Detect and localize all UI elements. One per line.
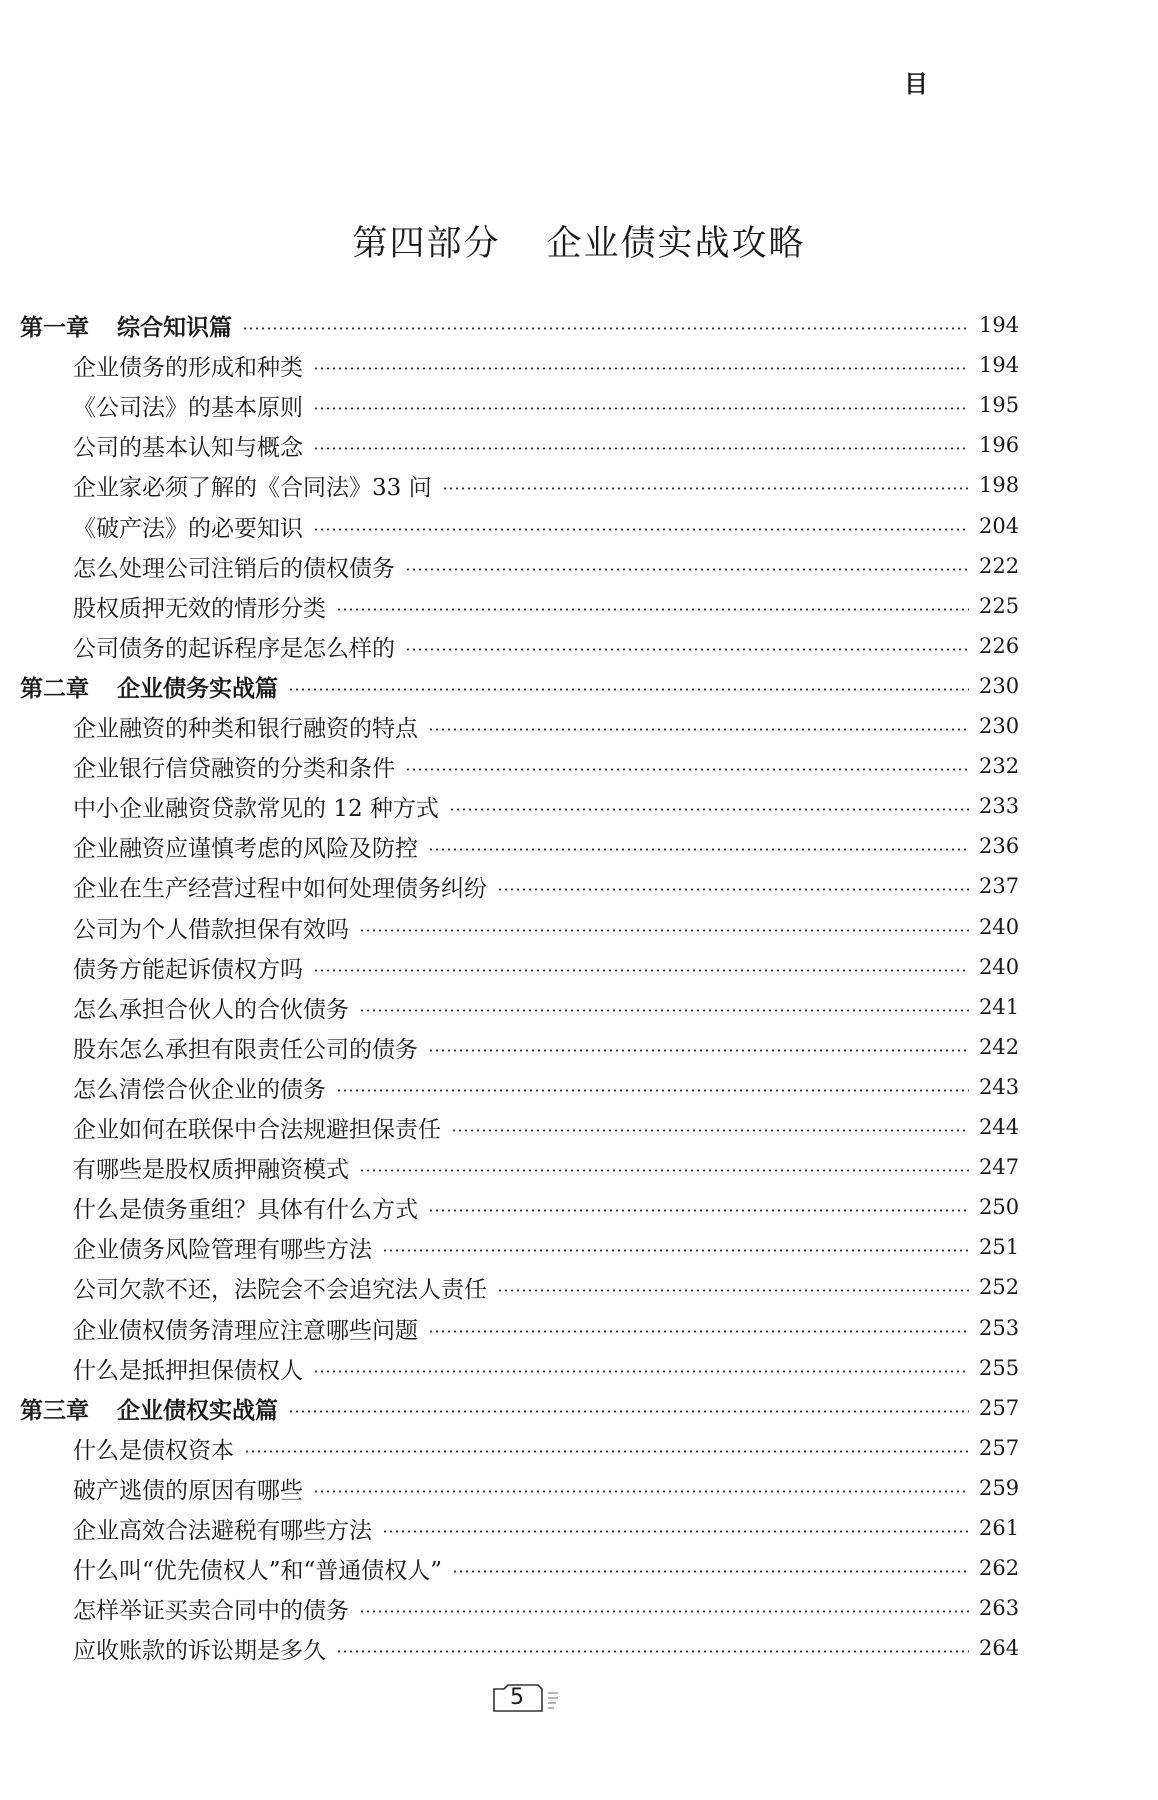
chapter-number: 第一章 [20, 313, 89, 341]
toc-entry-title: 怎样举证买卖合同中的债务 [73, 1597, 349, 1624]
dot-leader [428, 728, 969, 731]
toc-entry-title: 公司欠款不还，法院会不会追究法人责任 [73, 1276, 487, 1303]
dot-leader [336, 608, 969, 611]
toc-entry-title: 怎么处理公司注销后的债权债务 [73, 555, 395, 582]
toc-entry-title: 应收账款的诉讼期是多久 [73, 1637, 326, 1664]
toc-page-number: 232 [979, 754, 1020, 778]
toc-item-row [73, 1628, 1020, 1668]
dot-leader [313, 528, 969, 531]
toc-page-number: 243 [979, 1075, 1020, 1099]
toc-entry-title: 企业银行信贷融资的分类和条件 [73, 755, 395, 782]
dot-leader [451, 1129, 969, 1132]
toc-page-number: 240 [979, 955, 1020, 979]
chapter-number: 第二章 [20, 674, 89, 702]
toc-item-row [73, 425, 1020, 465]
toc-entry-title: 股权质押无效的情形分类 [73, 595, 326, 622]
toc-entry-title: 《公司法》的基本原则 [73, 394, 303, 421]
chapter-title: 企业债务实战篇 [117, 674, 278, 702]
toc-page-number: 222 [979, 554, 1020, 578]
dot-leader [405, 568, 969, 571]
chapter-title: 企业债权实战篇 [117, 1396, 278, 1424]
toc-page-number: 252 [979, 1275, 1020, 1299]
toc-item-row [73, 1107, 1020, 1147]
dot-leader [428, 848, 969, 851]
dot-leader [288, 688, 969, 691]
toc-page-number: 244 [979, 1115, 1020, 1139]
dot-leader [313, 367, 969, 370]
toc-page-number: 253 [979, 1316, 1020, 1340]
toc-item-row [73, 1067, 1020, 1107]
page-number: 5 [510, 1685, 524, 1710]
toc-page-number: 237 [979, 874, 1020, 898]
toc-entry-title: 什么叫“优先债权人”和“普通债权人” [73, 1557, 443, 1584]
toc-page-number: 255 [979, 1356, 1020, 1380]
toc-entry-title [20, 670, 278, 703]
toc-page-number: 230 [979, 674, 1020, 698]
toc-entry-title: 企业债权债务清理应注意哪些问题 [73, 1317, 418, 1344]
toc-entry-title: 企业在生产经营过程中如何处理债务纠纷 [73, 875, 487, 902]
toc-entry-title: 什么是抵押担保债权人 [73, 1357, 303, 1384]
toc-item-row [73, 947, 1020, 987]
dot-leader [336, 1650, 969, 1653]
dot-leader [442, 487, 969, 490]
toc-entry-title [20, 1392, 278, 1425]
toc-page-number: 242 [979, 1035, 1020, 1059]
toc-item-row [73, 465, 1020, 505]
toc-page-number: 259 [979, 1476, 1020, 1500]
dot-leader [313, 1370, 969, 1373]
toc-page-number: 225 [979, 594, 1020, 618]
toc-item-row [73, 1548, 1020, 1588]
toc-item-row [73, 1308, 1020, 1348]
dot-leader [449, 808, 969, 811]
toc-item-row [73, 626, 1020, 666]
toc-page-number: 230 [979, 714, 1020, 738]
toc-page-number: 195 [979, 393, 1020, 417]
toc-item-row [73, 866, 1020, 906]
toc-item-row [73, 1428, 1020, 1468]
toc-page-number: 262 [979, 1556, 1020, 1580]
dot-leader [313, 447, 969, 450]
toc-entry-title: 公司为个人借款担保有效吗 [73, 916, 349, 943]
toc-page-number: 226 [979, 634, 1020, 658]
toc-item-row [73, 1348, 1020, 1388]
toc-item-row [73, 1227, 1020, 1267]
toc-page-number: 251 [979, 1235, 1020, 1259]
toc-page-number: 250 [979, 1195, 1020, 1219]
dot-leader [497, 888, 969, 891]
dot-leader [244, 1450, 969, 1453]
dot-leader [242, 327, 969, 330]
toc-page-number: 236 [979, 834, 1020, 858]
dot-leader [336, 1089, 969, 1092]
toc-page-number: 264 [979, 1636, 1020, 1660]
toc-entry-title: 公司债务的起诉程序是怎么样的 [73, 635, 395, 662]
toc-item-row [73, 1588, 1020, 1628]
toc-page-number: 194 [979, 313, 1020, 337]
dot-leader [382, 1249, 969, 1252]
dot-leader [497, 1289, 969, 1292]
dot-leader [405, 768, 969, 771]
toc-page-number: 204 [979, 514, 1020, 538]
toc-item-row [73, 786, 1020, 826]
toc-item-row [73, 586, 1020, 626]
dot-leader [405, 648, 969, 651]
toc-item-row [73, 345, 1020, 385]
toc-item-row [73, 1147, 1020, 1187]
toc-entry-title: 债务方能起诉债权方吗 [73, 956, 303, 983]
toc-page-number: 196 [979, 433, 1020, 457]
dot-leader [313, 1490, 969, 1493]
part-name: 企业债实战攻略 [546, 224, 806, 264]
chapter-number: 第三章 [20, 1396, 89, 1424]
toc-item-row [73, 746, 1020, 786]
toc-entry-title: 怎么承担合伙人的合伙债务 [73, 996, 349, 1023]
toc-page-number: 263 [979, 1596, 1020, 1620]
toc-entry-title: 企业融资的种类和银行融资的特点 [73, 715, 418, 742]
toc-item-row [73, 506, 1020, 546]
toc-entry-title: 什么是债务重组？具体有什么方式 [73, 1196, 418, 1223]
toc-entry-title: 企业债务的形成和种类 [73, 354, 303, 381]
toc-item-row [73, 1267, 1020, 1307]
part-number: 第四部分 [352, 224, 501, 264]
dot-leader [428, 1330, 969, 1333]
dot-leader [428, 1209, 969, 1212]
toc-page-number: 257 [979, 1396, 1020, 1420]
toc-entry-title [20, 309, 232, 342]
running-header: 目 [904, 70, 928, 98]
toc-item-row [73, 987, 1020, 1027]
dot-leader [359, 1009, 969, 1012]
toc-page-number: 247 [979, 1155, 1020, 1179]
toc-entry-title: 企业如何在联保中合法规避担保责任 [73, 1116, 441, 1143]
toc-page-number: 198 [979, 473, 1020, 497]
toc-entry-title: 中小企业融资贷款常见的 12 种方式 [73, 795, 439, 822]
toc-entry-title: 企业高效合法避税有哪些方法 [73, 1517, 372, 1544]
toc-chapter-row [20, 1388, 1020, 1428]
toc-entry-title: 企业债务风险管理有哪些方法 [73, 1236, 372, 1263]
toc-item-row [73, 1508, 1020, 1548]
dot-leader [288, 1410, 969, 1413]
toc-entry-title: 破产逃债的原因有哪些 [73, 1477, 303, 1504]
toc-entry-title: 股东怎么承担有限责任公司的债务 [73, 1036, 418, 1063]
toc-item-row [73, 1027, 1020, 1067]
toc-entry-title: 《破产法》的必要知识 [73, 515, 303, 542]
page-number-badge [490, 1681, 550, 1715]
toc-item-row [73, 826, 1020, 866]
dot-leader [359, 929, 969, 932]
toc-item-row [73, 546, 1020, 586]
dot-leader [313, 969, 969, 972]
dot-leader [382, 1530, 969, 1533]
part-title [0, 216, 1158, 266]
dot-leader [452, 1570, 969, 1573]
dot-leader [359, 1610, 969, 1613]
toc-entry-title: 公司的基本认知与概念 [73, 434, 303, 461]
toc-item-row [73, 1468, 1020, 1508]
toc-page-number: 261 [979, 1516, 1020, 1540]
toc-page-number: 240 [979, 915, 1020, 939]
toc-page-number: 233 [979, 794, 1020, 818]
toc-chapter-row [20, 305, 1020, 345]
toc-entry-title: 企业融资应谨慎考虑的风险及防控 [73, 835, 418, 862]
toc-item-row [73, 385, 1020, 425]
toc-entry-title: 有哪些是股权质押融资模式 [73, 1156, 349, 1183]
dot-leader [428, 1049, 969, 1052]
dot-leader [359, 1169, 969, 1172]
toc-entry-title: 企业家必须了解的《合同法》33 问 [73, 474, 432, 501]
dot-leader [313, 407, 969, 410]
toc-page-number: 257 [979, 1436, 1020, 1460]
chapter-title: 综合知识篇 [117, 313, 232, 341]
toc-entry-title: 怎么清偿合伙企业的债务 [73, 1076, 326, 1103]
toc-chapter-row [20, 666, 1020, 706]
toc-page-number: 241 [979, 995, 1020, 1019]
toc-item-row [73, 907, 1020, 947]
toc-item-row [73, 706, 1020, 746]
toc-item-row [73, 1187, 1020, 1227]
toc-page-number: 194 [979, 353, 1020, 377]
toc-entry-title: 什么是债权资本 [73, 1437, 234, 1464]
